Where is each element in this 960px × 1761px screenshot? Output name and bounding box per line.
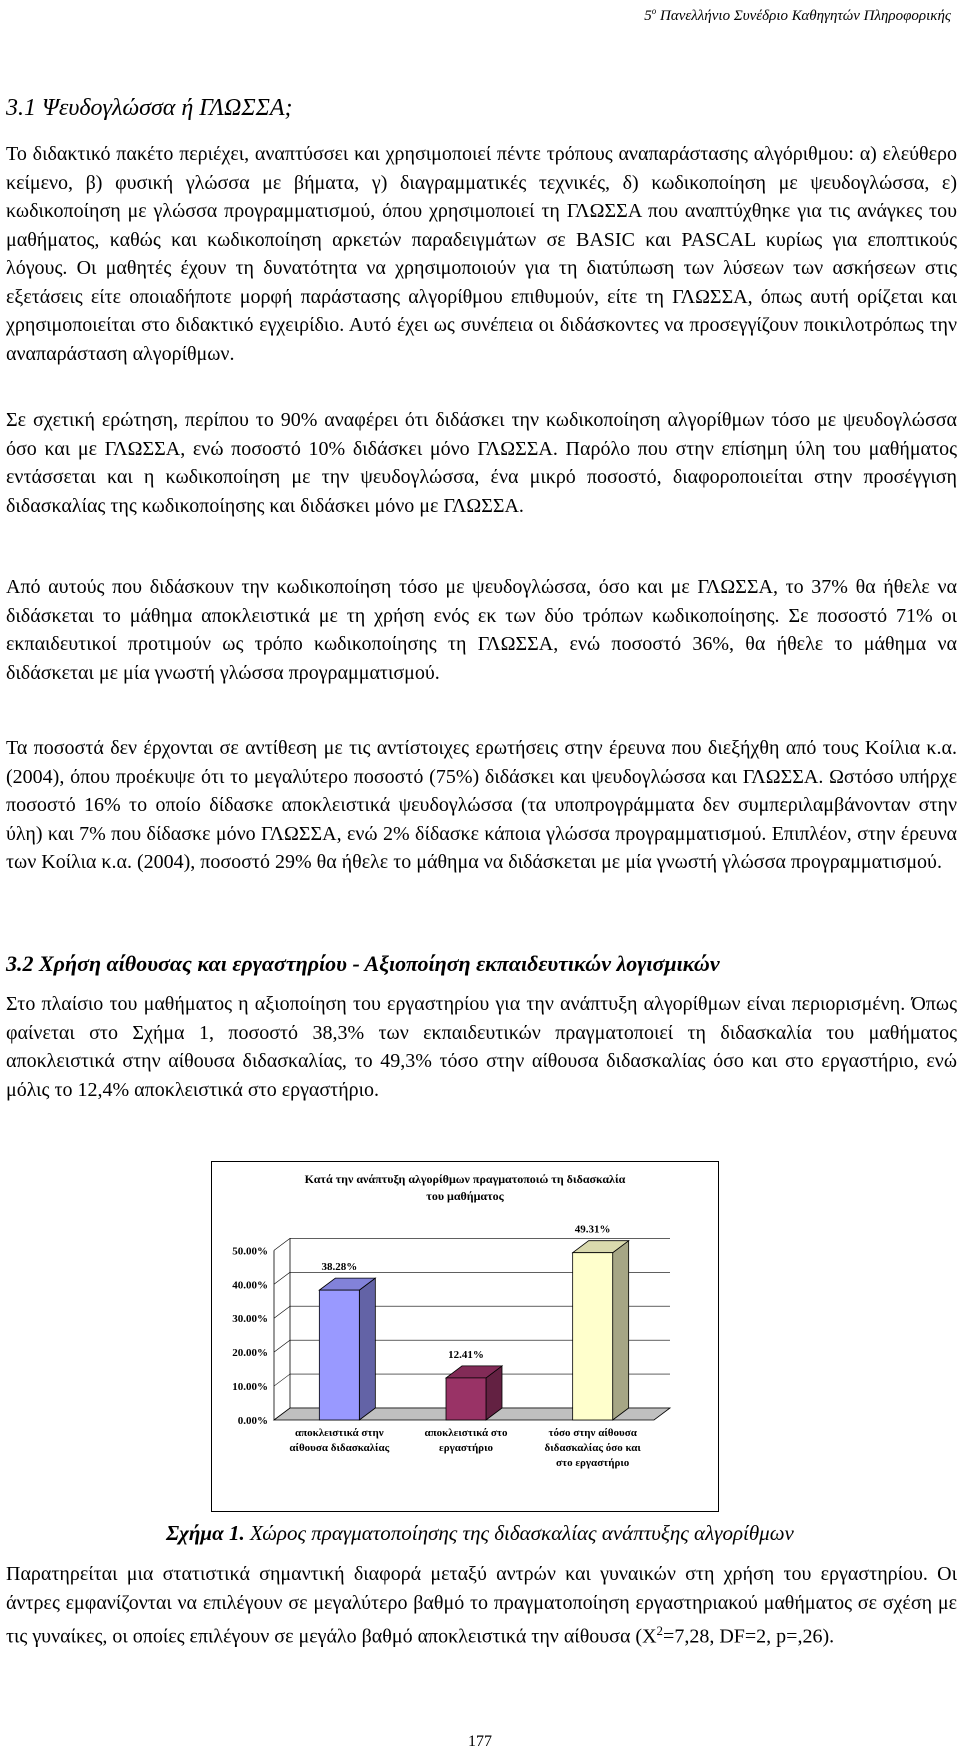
x-category-label: εργαστήριο — [439, 1442, 493, 1454]
bar-side — [613, 1241, 629, 1420]
x-category-label: αίθουσα διδασκαλίας — [289, 1442, 390, 1454]
gridline-depth — [274, 1306, 290, 1318]
bar-chart-svg — [212, 1162, 718, 1511]
paragraph-1: Το διδακτικό πακέτο περιέχει, αναπτύσσει και χρησιμοποιεί πέντε τρόπους αναπαράστασης αλγόριθμου: α) ελεύθερο κείμενο, β) φυσική γλώσσα με βήματα, γ) διαγραμματικές τεχνικές, δ) κωδικοποίηση με ψευδογλώσσα, ε) κωδικοποίηση με γλώσσα προγραμματισμού, όπου χρησιμοποιεί τη ΓΛΩΣΣΑ που αναπτύχθηκε για τις ανάγκες του μαθήματος, καθώς και κωδικοποίηση αρκετών παραδειγμάτων σε BASIC και PASCAL κυρίως για εποπτικούς λόγους. Οι μαθητές έχουν τη δυνατότητα να χρησιμοποιούν για τη διατύπωση των λύσεων των ασκήσεων στις εξετάσεις είτε οποιαδήποτε μορφή παράστασης αλγορίθμου επιθυμούν, είτε τη ΓΛΩΣΣΑ, όπως αυτή ορίζεται και χρησιμοποιείται στο διδακτικό εγχειρίδιο. Αυτό έχει ως συνέπεια οι διδάσκοντες να προσεγγίζουν ποικιλοτρόπως την αναπαράσταση αλγορίθμων. — [6, 143, 957, 365]
bar — [319, 1290, 359, 1420]
paragraph-6-text: Παρατηρείται μια στατιστικά σημαντική διαφορά μεταξύ αντρών και γυναικών στη χρήση του εργαστηρίου. Οι άντρες εμφανίζονται να επιλέγουν σε μεγαλύτερο βαθμό το πραγματοποίηση εργαστηριακού μαθήματος σε σχέση με τις γυναίκες, οι οποίες επιλέγουν σε μεγάλο βαθμό αποκλειστικά την αίθουσα (X — [6, 1563, 957, 1648]
section-3-2-heading: 3.2 Χρήση αίθουσας και εργαστηρίου - Αξιοποίηση εκπαιδευτικών λογισμικών — [6, 951, 720, 976]
bar — [573, 1253, 613, 1420]
x-category-label: αποκλειστικά στην — [295, 1427, 384, 1439]
page-number: 177 — [468, 1733, 492, 1750]
gridline-depth — [274, 1374, 290, 1386]
paragraph-5: Στο πλαίσιο του μαθήματος η αξιοποίηση του εργαστηρίου για την ανάπτυξη αλγορίθμων είναι περιορισμένη. Όπως φαίνεται στο Σχήμα 1, ποσοστό 38,3% των εκπαιδευτικών πραγματοποιεί τη διδασκαλία του μαθήματος αποκλειστικά στην αίθουσα διδασκαλίας, το 49,3% τόσο στην αίθουσα διδασκαλίας όσο και στο εργαστήριο, ενώ μόλις το 12,4% αποκλειστικά στο εργαστήριο. — [6, 993, 957, 1101]
section-3-1-heading: 3.1 Ψευδογλώσσα ή ΓΛΩΣΣΑ; — [6, 95, 293, 121]
paragraph-2: Σε σχετική ερώτηση, περίπου το 90% αναφέρει ότι διδάσκει την κωδικοποίηση αλγορίθμων τόσο με ψευδογλώσσα όσο και με ΓΛΩΣΣΑ, ενώ ποσοστό 10% διδάσκει μόνο ΓΛΩΣΣΑ. Παρόλο που στην επίσημη ύλη του μαθήματος εντάσσεται και η κωδικοποίηση με την ψευδογλώσσα, ένα μικρό ποσοστό, διαφοροποιείται στην προσέγγιση διδασκαλίας της κωδικοποίησης και διδάσκει μόνο με ΓΛΩΣΣΑ. — [6, 409, 957, 517]
running-header — [644, 6, 951, 25]
bar — [446, 1378, 486, 1420]
y-tick-label: 50.00% — [232, 1245, 268, 1258]
y-tick-label: 20.00% — [232, 1347, 268, 1360]
bar-value-label: 12.41% — [448, 1348, 484, 1361]
y-tick-label: 10.00% — [232, 1381, 268, 1394]
x-category-label: αποκλειστικά στο — [424, 1427, 508, 1439]
chi-square-superscript: 2 — [656, 1623, 664, 1638]
header-conference-number: 5 — [644, 8, 652, 24]
paragraph-6-stats: =7,28, DF=2, p=,26). — [663, 1625, 835, 1648]
x-category-label: στο εργαστήριο — [556, 1457, 630, 1469]
y-tick-label: 30.00% — [232, 1313, 268, 1326]
header-conference-name: Πανελλήνιο Συνέδριο Καθηγητών Πληροφορικής — [656, 8, 951, 24]
figure-caption-text: Χώρος πραγματοποίησης της διδασκαλίας ανάπτυξης αλγορίθμων — [244, 1521, 794, 1545]
figure-caption — [0, 1521, 960, 1546]
paragraph-6 — [6, 1560, 957, 1651]
figure-caption-label: Σχήμα 1. — [166, 1521, 245, 1545]
bar-side — [359, 1278, 375, 1420]
bar-value-label: 49.31% — [574, 1223, 611, 1236]
chart-title-line-1: Κατά την ανάπτυξη αλγορίθμων πραγματοποιώ τη διδασκαλία — [304, 1172, 626, 1186]
y-tick-label: 40.00% — [232, 1279, 268, 1292]
paragraph-3: Από αυτούς που διδάσκουν την κωδικοποίηση τόσο με ψευδογλώσσα, όσο και με ΓΛΩΣΣΑ, το 37% θα ήθελε να διδάσκεται το μάθημα αποκλειστικά με τη χρήση ενός εκ των δύο τρόπων κωδικοποίησης. Σε ποσοστό 71% οι εκπαιδευτικοί προτιμούν ως τρόπο κωδικοποίησης τη ΓΛΩΣΣΑ, ενώ ποσοστό 36%, θα ήθελε το μάθημα να διδάσκεται με μία γνωστή γλώσσα προγραμματισμού. — [6, 576, 957, 684]
gridline-depth — [274, 1340, 290, 1352]
figure-1-chart — [211, 1161, 719, 1512]
x-category-label: διδασκαλίας όσο και — [544, 1442, 641, 1454]
x-category-label: τόσο στην αίθουσα — [548, 1427, 637, 1439]
bar-value-label: 38.28% — [321, 1261, 358, 1274]
y-tick-label: 0.00% — [237, 1415, 268, 1427]
gridline-depth — [274, 1272, 290, 1284]
chart-title-line-2: του μαθήματος — [426, 1189, 504, 1203]
header-ordinal: ο — [651, 6, 657, 16]
gridline-depth — [274, 1238, 290, 1250]
paragraph-4: Τα ποσοστά δεν έρχονται σε αντίθεση με τις αντίστοιχες ερωτήσεις στην έρευνα που διεξήχθη από τους Κοίλια κ.α. (2004), όπου προέκυψε ότι το μεγαλύτερο ποσοστό (75%) διδάσκει και ψευδογλώσσα και ΓΛΩΣΣΑ. Ωστόσο υπήρχε ποσοστό 16% το οποίο δίδασκε αποκλειστικά ψευδογλώσσα (τα υποπρογράμματα δεν συμπεριλαμβάνονταν στην ύλη) και 7% που δίδασκε μόνο ΓΛΩΣΣΑ, ενώ 2% δίδασκε κάποια γλώσσα προγραμματισμού. Επιπλέον, στην έρευνα των Κοίλια κ.α. (2004), ποσοστό 29% θα ήθελε το μάθημα να διδάσκεται με μία γνωστή γλώσσα προγραμματισμού. — [6, 737, 957, 873]
